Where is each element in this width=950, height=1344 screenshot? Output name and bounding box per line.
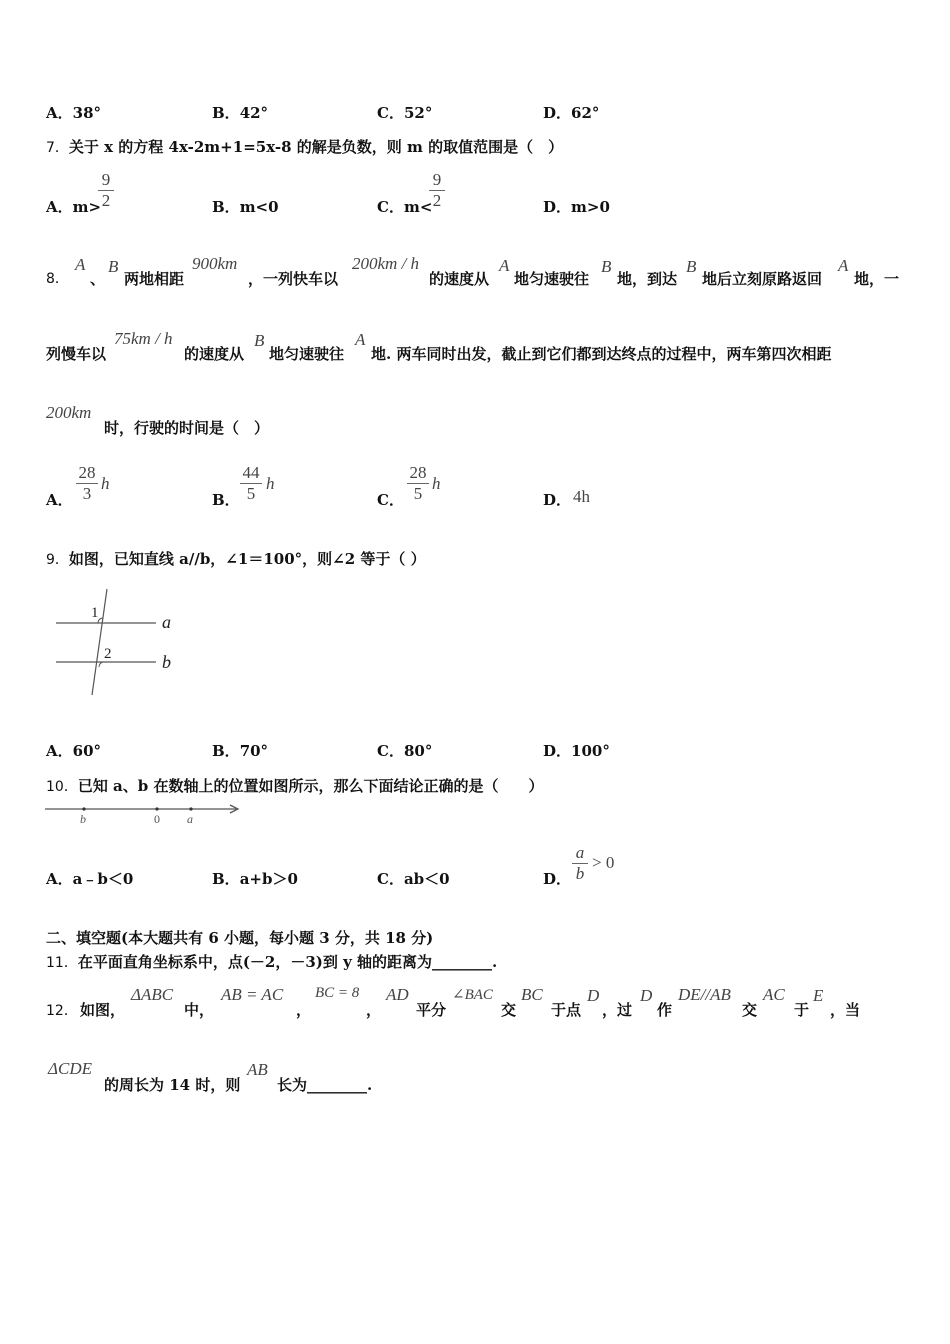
q8-text-7: 地，一 <box>854 270 900 288</box>
q12-number: 12． <box>46 1003 78 1019</box>
q9-stem: 9．如图，已知直线 a//b，∠1＝100°，则∠2 等于（ ） <box>46 550 426 568</box>
q12-bc-eq-8: BC = 8 <box>315 985 360 1001</box>
q12-text-0: 如图， <box>80 1001 126 1019</box>
q12-comma-1: ， <box>296 1001 312 1019</box>
q8-option-c-label: C． <box>377 491 404 509</box>
q6-option-c: C．52° <box>377 104 433 122</box>
q12-triangle-cde: ΔCDE <box>48 1059 92 1078</box>
q8-text-10: 地匀速驶往 <box>269 345 345 363</box>
q12-point-d: D <box>587 986 600 1005</box>
section-2-heading: 二、填空题(本大题共有 6 小题，每小题 3 分，共 18 分) <box>46 929 434 947</box>
line-b-label: b <box>162 652 171 672</box>
q12-text-7: 交 <box>742 1001 758 1019</box>
q9-parallel-lines-figure <box>52 585 192 700</box>
q8-option-d-label: D． <box>543 491 572 509</box>
q8-option-c-unit: h <box>432 474 441 493</box>
q12-text-10: 的周长为 14 时，则 <box>104 1076 241 1094</box>
q8-text-11: 地. 两车同时出发，截止到它们都到达终点的过程中，两车第四次相距 <box>371 345 832 363</box>
q7-option-b: B．m<0 <box>212 198 279 216</box>
q8-point-b: B <box>108 257 119 276</box>
q10-option-a: A．a﹣b＜0 <box>46 870 134 888</box>
q10-option-d-label: D． <box>543 870 572 888</box>
q9-option-a: A．60° <box>46 742 102 760</box>
point-0 <box>155 807 158 810</box>
q11-stem: 11．在平面直角坐标系中，点(－2，－3)到 y 轴的距离为________. <box>46 953 498 971</box>
q8-text-3: 的速度从 <box>429 270 490 288</box>
q12-ac: AC <box>763 985 785 1004</box>
q8-distance-900: 900km <box>192 254 238 273</box>
q6-option-a: A．38° <box>46 104 102 122</box>
q12-point-d-2: D <box>640 986 653 1005</box>
q10-option-d-fraction: a b <box>572 843 588 884</box>
q12-triangle-abc: ΔABC <box>131 985 174 1004</box>
q12-ab-eq-ac: AB = AC <box>221 985 284 1004</box>
q8-text-4: 地匀速驶往 <box>514 270 590 288</box>
q10-stem: 10．已知 a、b 在数轴上的位置如图所示，那么下面结论正确的是（ ） <box>46 777 544 795</box>
q12-ad: AD <box>386 985 409 1004</box>
q12-ab: AB <box>247 1060 268 1079</box>
q10-option-c: C．ab＜0 <box>377 870 450 888</box>
point-b <box>82 807 85 810</box>
q12-text-6: 作 <box>657 1001 673 1019</box>
q8-option-a-label: A． <box>46 491 73 509</box>
q12-text-3: 交 <box>501 1001 517 1019</box>
q12-text-1: 中， <box>184 1001 215 1019</box>
q7-stem: 7．关于 x 的方程 4x-2m+1=5x-8 的解是负数，则 m 的取值范围是（ ） <box>46 138 564 156</box>
point-b-label: b <box>80 812 86 826</box>
angle-2-label: 2 <box>104 646 112 662</box>
q8-point-b-3: B <box>686 257 697 276</box>
q10-number-line <box>44 800 244 826</box>
q8-separator: 、 <box>90 270 106 288</box>
q8-option-b-label: B． <box>212 491 240 509</box>
q8-option-a-unit: h <box>101 474 110 493</box>
q8-text-2: ，一列快车以 <box>248 270 339 288</box>
q10-option-d-relation: > 0 <box>592 853 615 872</box>
q8-text-9: 的速度从 <box>184 345 245 363</box>
q12-text-4: 于点 <box>551 1001 582 1019</box>
q8-point-a-4: A <box>355 330 366 349</box>
q12-comma-2: ， <box>366 1001 382 1019</box>
q12-point-e: E <box>813 986 824 1005</box>
q12-angle-bac: ∠BAC <box>452 987 493 1003</box>
q9-option-b: B．70° <box>212 742 269 760</box>
q8-text-6: 地后立刻原路返回 <box>702 270 823 288</box>
point-a-label: a <box>187 812 193 826</box>
q8-text-1: 两地相距 <box>124 270 185 288</box>
line-a-label: a <box>162 612 171 632</box>
point-0-label: 0 <box>154 812 160 826</box>
q9-option-d: D．100° <box>543 742 610 760</box>
q12-bc: BC <box>521 985 543 1004</box>
q8-option-b-unit: h <box>266 474 275 493</box>
q12-text-9: ，当 <box>830 1001 861 1019</box>
q9-option-c: C．80° <box>377 742 433 760</box>
q8-speed-75: 75km / h <box>114 329 173 348</box>
q8-option-c-fraction: 28 5 <box>407 463 429 504</box>
angle-2-arc <box>99 662 103 667</box>
q8-number: 8． <box>46 271 69 287</box>
q8-distance-200: 200km <box>46 403 92 422</box>
q8-point-b-2: B <box>601 257 612 276</box>
q7-option-d: D．m>0 <box>543 198 610 216</box>
q12-de-parallel-ab: DE//AB <box>678 985 731 1004</box>
q8-text-5: 地，到达 <box>617 270 678 288</box>
point-a <box>189 807 192 810</box>
q8-option-b-fraction: 44 5 <box>240 463 262 504</box>
q8-point-a-2: A <box>499 256 510 275</box>
q7-option-a-fraction: 9 2 <box>98 170 114 211</box>
q8-speed-200: 200km / h <box>352 254 420 273</box>
angle-1-label: 1 <box>91 605 99 621</box>
q12-text-8: 于 <box>794 1001 810 1019</box>
q8-point-a-3: A <box>838 256 849 275</box>
q8-point-b-4: B <box>254 331 265 350</box>
q7-option-c: C．m< <box>377 198 433 216</box>
q12-text-5: ，过 <box>602 1001 633 1019</box>
q6-option-d: D．62° <box>543 104 600 122</box>
q8-option-d-value: 4h <box>573 487 590 506</box>
q8-point-a: A <box>75 255 86 274</box>
q7-option-a: A．m> <box>46 198 102 216</box>
q10-option-b: B．a+b＞0 <box>212 870 298 888</box>
q12-text-2: 平分 <box>416 1001 447 1019</box>
q12-text-11: 长为________. <box>277 1076 373 1094</box>
q6-option-b: B．42° <box>212 104 269 122</box>
q8-text-12: 时，行驶的时间是（ ） <box>104 419 270 437</box>
q8-option-a-fraction: 28 3 <box>76 463 98 504</box>
q8-text-8: 列慢车以 <box>46 345 107 363</box>
q7-option-c-fraction: 9 2 <box>429 170 445 211</box>
